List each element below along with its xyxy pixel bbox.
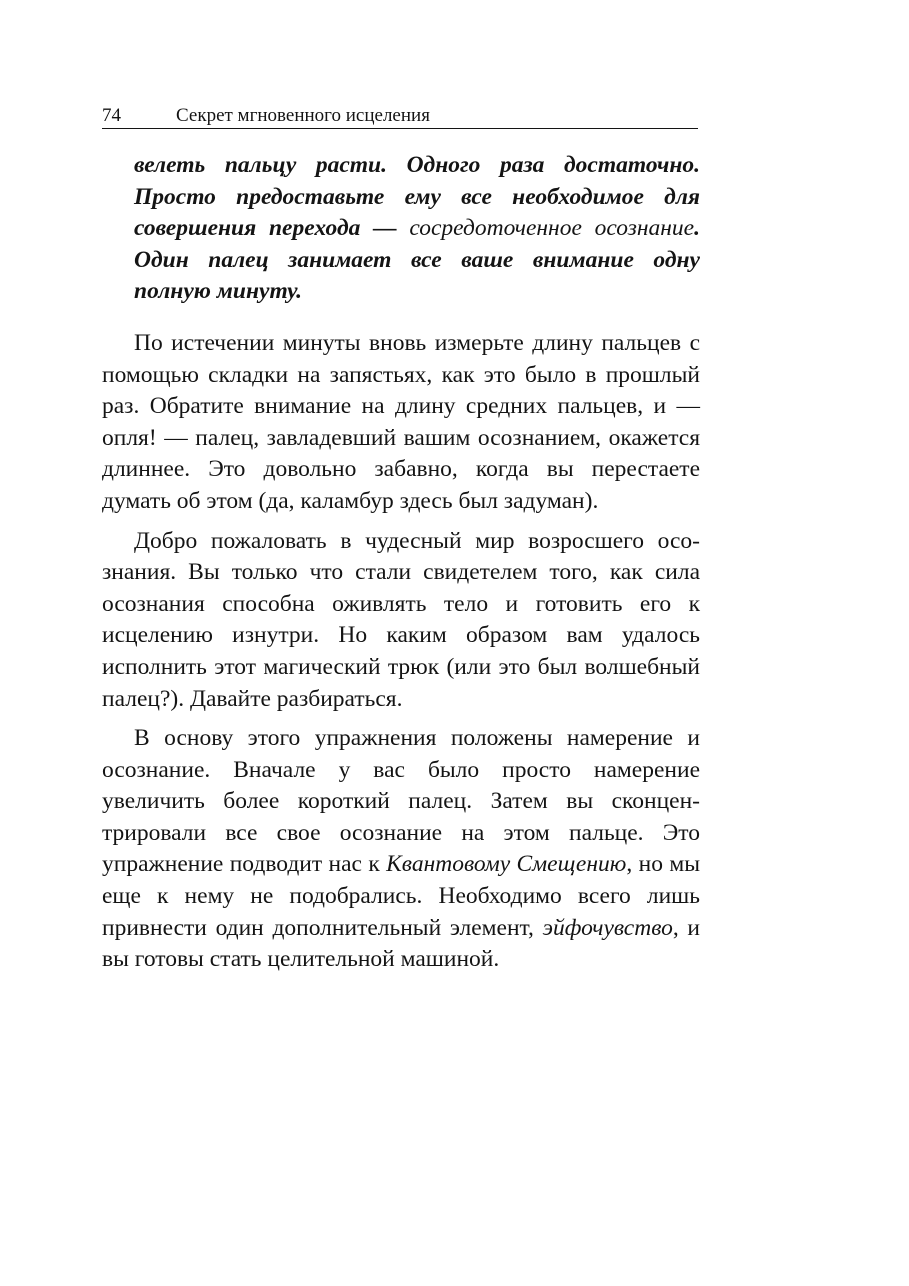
paragraph-measure-fingers: По истечении минуты вновь измерьте длину пальцев с помощью складки на запястьях, как это было в прошлый раз. Обратите внимание на длину средних пальцев, и — опля! — палец, завладевший вашим осознанием, окажется длиннее. Это довольно забавно, когда вы перестаете думать об этом (да, каламбур здесь был задуман). [102, 329, 700, 514]
exercise-text-1: В основу этого упражнения положены намерение и осознание. Вначале у вас было просто намерение увеличить более короткий палец. Затем вы сконцентрировали все свое осознание на этом пальце. Это упражнение подводит нас к [102, 725, 700, 878]
running-title: Секрет мгновенного исцеления [176, 105, 430, 126]
exercise-text-2: , но мы еще к нему не подобрались. Необходимо всего лишь привнести один дополнительный элемент, [102, 851, 700, 941]
eufeeling-term: эйфочувство [542, 914, 673, 941]
paragraph-exercise-basis [102, 723, 700, 976]
quantum-shift-term: Квантовому Смещению [386, 851, 627, 878]
running-header [102, 104, 698, 129]
intro-emphasis-2: . Один палец занимает все ваше внимание одну полную минуту. [134, 215, 700, 305]
page-number: 74 [102, 105, 121, 126]
intro-emphasis-1: велеть пальцу расти. Одного раза достаточно. Просто предоставьте ему все необходимое для совершения перехода — [134, 152, 700, 242]
intro-italic-phrase: сосредоточенное осознание [409, 215, 695, 242]
paragraph-welcome: Добро пожаловать в чудесный мир возросшего осознания. Вы только что стали свидетелем того, как сила осознания способна оживлять тело и готовить его к исцелению изнутри. Но каким образом вам удалось исполнить этот магический трюк (или это был волшебный палец?). Давайте разбираться. [102, 527, 700, 712]
page-body [102, 150, 700, 976]
exercise-text-3: , и вы готовы стать целительной машиной. [102, 914, 701, 973]
paragraph-intro-continued [102, 150, 700, 308]
